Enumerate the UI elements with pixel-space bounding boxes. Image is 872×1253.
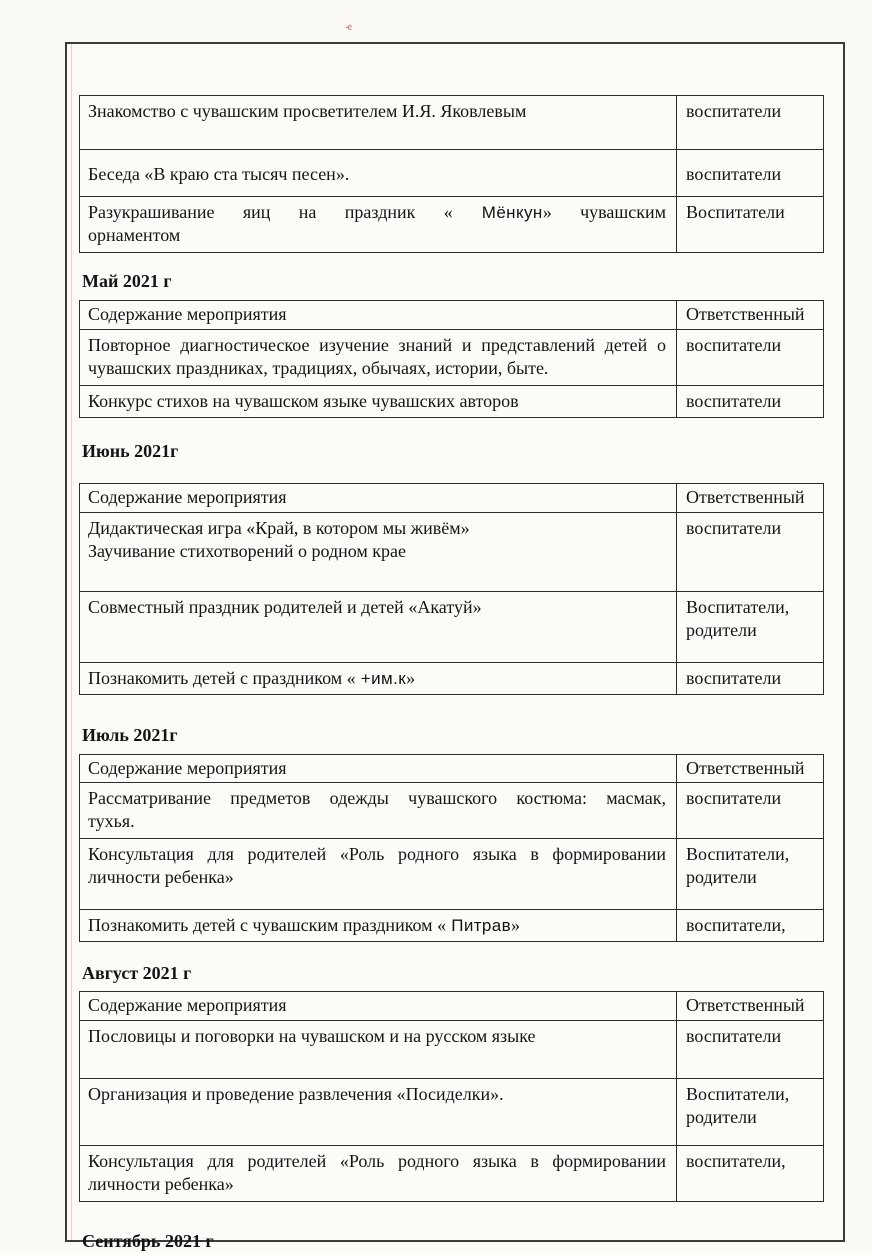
events-table-april <box>79 95 824 253</box>
event-text: Разукрашивание яиц на праздник « <box>88 202 453 222</box>
table-header-row <box>80 301 823 328</box>
table-row <box>80 96 823 149</box>
event-text: Повторное диагностическое изучение знаний и представлений детей о чувашских праздниках, традициях, обычаях, истории, быте. <box>88 334 666 378</box>
responsible-cell <box>676 910 823 941</box>
responsible-cell <box>676 1021 823 1078</box>
table-row <box>80 838 823 909</box>
responsible-header-cell: Ответственный <box>676 301 823 328</box>
responsible-text: Воспитатели, <box>686 843 790 864</box>
content-cell <box>80 1079 676 1145</box>
table-row <box>80 782 823 838</box>
table-row <box>80 1078 823 1145</box>
table-row <box>80 1020 823 1078</box>
content-cell <box>80 839 676 909</box>
event-text: » <box>406 667 416 688</box>
scan-artifact: ҽ <box>344 20 354 34</box>
responsible-text: родители <box>686 867 757 888</box>
event-text: Заучивание стихотворений о родном крае <box>88 541 407 562</box>
responsible-header-cell: Ответственный <box>676 755 823 782</box>
month-heading-july: Июль 2021г <box>82 725 178 746</box>
table-row <box>80 329 823 385</box>
responsible-text: Воспитатели, <box>686 1083 790 1104</box>
content-cell <box>80 592 676 662</box>
responsible-cell <box>676 783 823 838</box>
event-special-term: Питрав <box>446 915 512 935</box>
month-heading-august: Август 2021 г <box>82 963 192 984</box>
responsible-cell <box>676 197 823 252</box>
page-frame <box>65 42 845 1251</box>
month-heading-september: Сентябрь 2021 г <box>82 1230 214 1251</box>
event-text: Организация и проведение развлечения «Посиделки». <box>88 1083 504 1104</box>
events-table-may <box>79 300 824 418</box>
event-text: Консультация для родителей «Роль родного языка в формировании личности ребенка» <box>88 1150 666 1195</box>
table-header-row <box>80 755 823 782</box>
table-row <box>80 512 823 591</box>
table-row <box>80 662 823 694</box>
content-cell <box>80 386 676 417</box>
content-cell <box>80 150 676 196</box>
responsible-text: воспитатели <box>686 101 782 121</box>
responsible-cell <box>676 96 823 149</box>
event-special-term: Мёнкун <box>452 203 543 222</box>
responsible-cell <box>676 663 823 694</box>
content-cell <box>80 330 676 385</box>
event-special-term: +им.к <box>355 668 407 688</box>
responsible-text: Воспитатели <box>686 202 785 222</box>
responsible-cell <box>676 1146 823 1201</box>
table-row <box>80 591 823 662</box>
event-text: Пословицы и поговорки на чувашском и на русском языке <box>88 1025 536 1046</box>
responsible-text: воспитатели <box>686 390 782 411</box>
responsible-text: воспитатели, <box>686 1150 786 1171</box>
content-cell <box>80 910 676 941</box>
responsible-cell <box>676 513 823 591</box>
month-heading-may: Май 2021 г <box>82 270 172 291</box>
event-text: Дидактическая игра «Край, в котором мы живём» <box>88 517 470 538</box>
table-row <box>80 149 823 196</box>
responsible-cell <box>676 150 823 196</box>
event-text: Беседа «В краю ста тысяч песен». <box>88 164 350 184</box>
responsible-text: воспитатели <box>686 334 782 355</box>
content-cell <box>80 513 676 591</box>
responsible-text: воспитатели, <box>686 914 786 935</box>
responsible-header-cell: Ответственный <box>676 484 823 511</box>
responsible-text: родители <box>686 1107 757 1128</box>
content-header-cell: Содержание мероприятия <box>88 995 287 1016</box>
responsible-cell <box>676 592 823 662</box>
responsible-text: воспитатели <box>686 1025 782 1046</box>
responsible-text: воспитатели <box>686 787 782 808</box>
month-heading-june: Июнь 2021г <box>82 440 179 461</box>
responsible-cell <box>676 1079 823 1145</box>
event-text: Познакомить детей с чувашским праздником « <box>88 914 447 935</box>
content-cell <box>80 783 676 838</box>
responsible-text: воспитатели <box>686 164 782 184</box>
table-header-row <box>80 992 823 1019</box>
events-table-june <box>79 483 824 695</box>
table-row <box>80 196 823 252</box>
table-row <box>80 385 823 417</box>
page-content <box>67 44 843 1253</box>
event-text: Консультация для родителей «Роль родного языка в формировании личности ребенка» <box>88 843 666 888</box>
events-table-july <box>79 754 824 943</box>
content-cell <box>80 663 676 694</box>
content-cell <box>80 1021 676 1078</box>
table-header-row <box>80 484 823 511</box>
content-header-cell: Содержание мероприятия <box>88 487 287 508</box>
event-text: » <box>511 914 521 935</box>
responsible-text: Воспитатели, <box>686 596 790 617</box>
content-cell <box>80 96 676 149</box>
responsible-text: родители <box>686 620 757 641</box>
event-text: » чувашским орнаментом <box>88 202 666 246</box>
events-table-august <box>79 991 824 1201</box>
event-text: Познакомить детей с праздником « <box>88 667 356 688</box>
responsible-header-cell: Ответственный <box>676 992 823 1019</box>
responsible-cell <box>676 330 823 385</box>
event-text: Рассматривание предметов одежды чувашского костюма: масмак, тухья. <box>88 787 666 832</box>
responsible-text: воспитатели <box>686 517 782 538</box>
content-cell <box>80 1146 676 1201</box>
content-header-cell: Содержание мероприятия <box>88 757 287 778</box>
responsible-text: воспитатели <box>686 667 782 688</box>
event-text: Конкурс стихов на чувашском языке чувашских авторов <box>88 390 519 411</box>
content-cell <box>80 197 676 252</box>
event-text: Знакомство с чувашским просветителем И.Я. Яковлевым <box>88 101 527 121</box>
responsible-cell <box>676 839 823 909</box>
event-text: Совместный праздник родителей и детей «Акатуй» <box>88 596 482 617</box>
table-row <box>80 1145 823 1201</box>
table-row <box>80 909 823 941</box>
responsible-cell <box>676 386 823 417</box>
content-header-cell: Содержание мероприятия <box>88 304 287 325</box>
